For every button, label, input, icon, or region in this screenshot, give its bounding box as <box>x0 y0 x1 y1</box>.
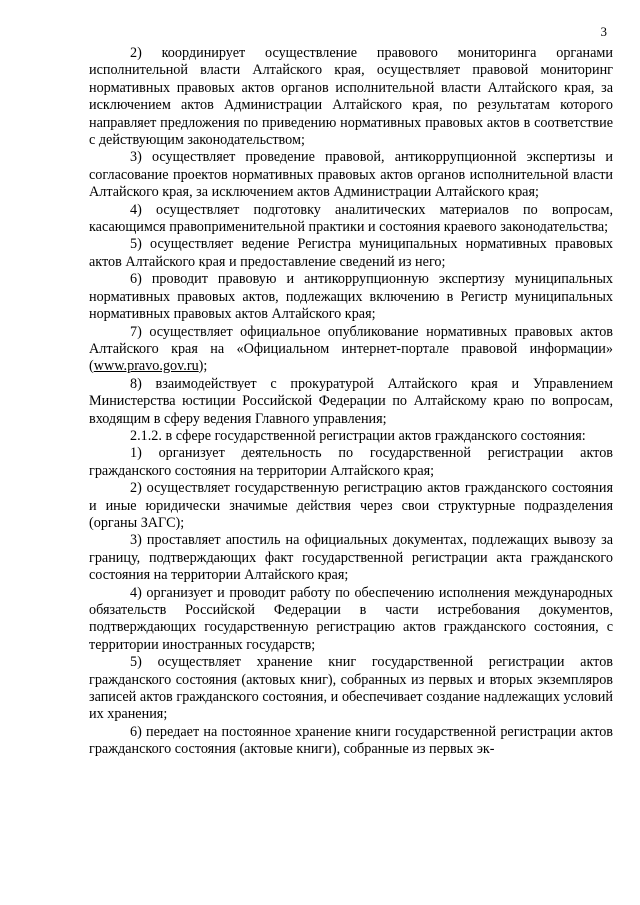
page-number: 3 <box>600 24 607 39</box>
paragraph-legal-monitoring: 2) координирует осуществление правового мониторинга органами исполнительной власти Алтайского края, осуществляет правовой мониторинг нормативных правовых актов органов исполнительной власти Алтайского края, за исключением актов Администрации Алтайского края, по результатам которого направляет предложения по приведению нормативных правовых актов в соответствие с действующим законодательством; <box>89 45 613 149</box>
publication-text-start: 7) осуществляет официальное опубликование нормативных правовых актов Алтайского края на «Официальном интернет-портале правовой информации» ( <box>89 323 613 375</box>
paragraph-municipal-register: 5) осуществляет ведение Регистра муниципальных нормативных правовых актов Алтайского края и предоставление сведений из него; <box>89 236 613 270</box>
paragraph-international-obligations: 4) организует и проводит работу по обеспечению исполнения международных обязательств Российской Федерации в части истребования документов, подтверждающих государственную регистрацию актов гражданского состояния, с территории иностранных государств; <box>89 584 613 653</box>
paragraph-permanent-storage: 6) передает на постоянное хранение книги государственной регистрации актов гражданского состояния (актовые книги), собранные из первых эк- <box>89 723 613 758</box>
paragraph-performs-registration: 2) осуществляет государственную регистрацию актов гражданского состояния и иные юридически значимые действия через свои структурные подразделения (органы ЗАГС); <box>89 480 613 531</box>
paragraph-official-publication <box>89 324 613 376</box>
paragraph-organizes-registration: 1) организует деятельность по государственной регистрации актов гражданского состояния на территории Алтайского края; <box>89 445 613 479</box>
document-body <box>89 45 613 759</box>
paragraph-book-storage: 5) осуществляет хранение книг государственной регистрации актов гражданского состояния (актовых книг), собранных из первых и вторых экземпляров записей актов гражданского состояния, и обеспечивает создание надлежащих условий их хранения; <box>89 654 613 723</box>
paragraph-legal-expertise: 3) осуществляет проведение правовой, антикоррупционной экспертизы и согласование проектов нормативных правовых актов органов исполнительной власти Алтайского края, за исключением актов Администрации Алтайского края; <box>89 149 613 201</box>
section-heading-civil-registration: 2.1.2. в сфере государственной регистрации актов гражданского состояния: <box>130 427 586 444</box>
publication-text-end: ); <box>198 358 208 375</box>
paragraph-analytical-materials: 4) осуществляет подготовку аналитических материалов по вопросам, касающимся правоприменительной практики и состояния краевого законодательства; <box>89 201 613 236</box>
paragraph-municipal-expertise: 6) проводит правовую и антикоррупционную экспертизу муниципальных нормативных правовых актов, подлежащих включению в Регистр муниципальных нормативных правовых актов Алтайского края; <box>89 271 613 323</box>
paragraph-interaction: 8) взаимодействует с прокуратурой Алтайского края и Управлением Министерства юстиции Российской Федерации по Алтайскому краю по вопросам, входящим в сферу ведения Главного управления; <box>89 375 613 427</box>
pravo-gov-link[interactable]: www.pravo.gov.ru <box>93 358 199 375</box>
paragraph-apostille: 3) проставляет апостиль на официальных документах, подлежащих вывозу за границу, подтверждающих факт государственной регистрации акта гражданского состояния на территории Алтайского края; <box>89 532 613 584</box>
